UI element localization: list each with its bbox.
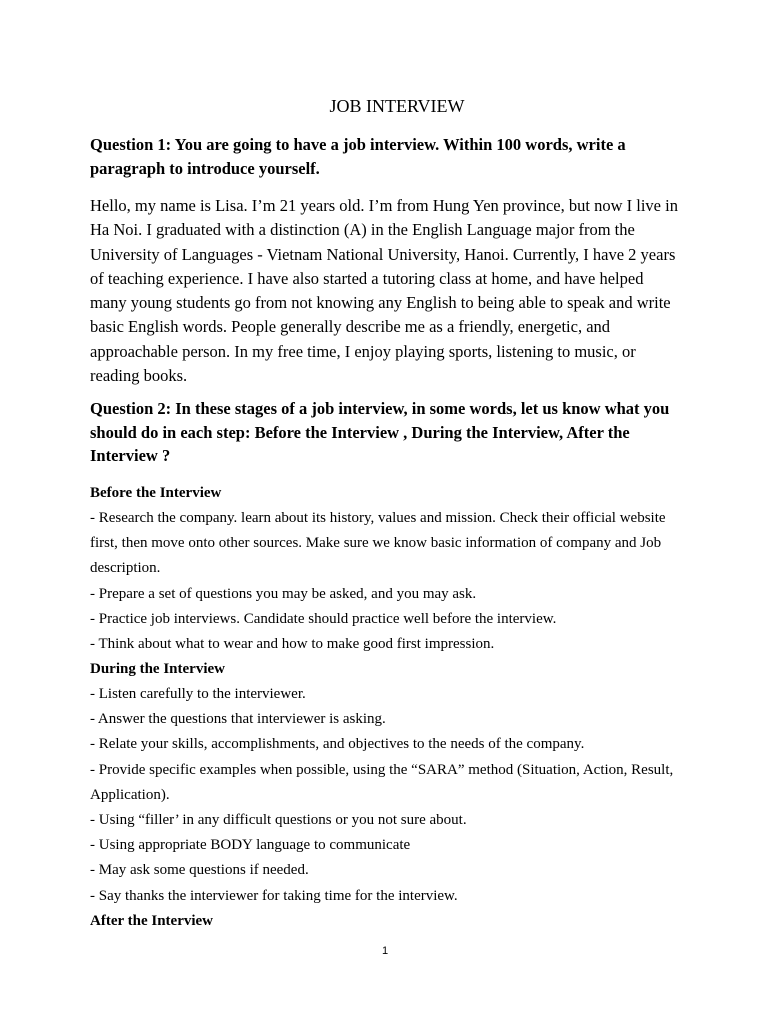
list-item: - Prepare a set of questions you may be asked, and you may ask. xyxy=(90,585,477,602)
list-item: - Research the company. learn about its history, values and mission. Check their official website first, then move onto other sources. Make sure we know basic information of company and Job description. xyxy=(90,510,666,577)
before-interview-heading: Before the Interview xyxy=(90,485,222,501)
list-item: - Practice job interviews. Candidate should practice well before the interview. xyxy=(90,610,557,627)
during-interview-section xyxy=(90,657,690,909)
question-2-heading: Question 2: In these stages of a job interview, in some words, let us know what you should do in each step: Before the Interview , During the Interview, After the Interview ? xyxy=(90,399,670,465)
list-item: - Think about what to wear and how to make good first impression. xyxy=(90,636,495,653)
list-item: - Say thanks the interviewer for taking time for the interview. xyxy=(90,887,458,904)
page-number: 1 xyxy=(381,945,389,957)
during-interview-heading: During the Interview xyxy=(90,661,225,677)
list-item: - Listen carefully to the interviewer. xyxy=(90,686,306,702)
document-page xyxy=(90,0,682,1024)
document-title: JOB INTERVIEW xyxy=(329,96,465,116)
list-item: - Provide specific examples when possible, using the “SARA” method (Situation, Action, Result, Application). xyxy=(90,761,674,803)
list-item: - Using appropriate BODY language to communicate xyxy=(90,837,411,854)
before-interview-section xyxy=(90,481,690,657)
after-interview-section xyxy=(90,909,690,934)
question-1-heading: Question 1: You are going to have a job interview. Within 100 words, write a paragraph to introduce yourself. xyxy=(90,135,626,178)
list-item: - Relate your skills, accomplishments, and objectives to the needs of the company. xyxy=(90,736,585,753)
list-item: - Using “filler’ in any difficult questions or you not sure about. xyxy=(90,812,467,829)
self-introduction-paragraph: Hello, my name is Lisa. I’m 21 years old. I’m from Hung Yen province, but now I live in Ha Noi. I graduated with a distinction (A) in the English Language major from the University of Languages - Vietnam National University, Hanoi. Currently, I have 2 years of teaching experience. I have also started a tutoring class at home, and have helped many young students go from not knowing any English to being able to speak and write basic English words. People generally describe me as a friendly, energetic, and approachable person. In my free time, I enjoy playing sports, listening to music, or reading books. xyxy=(90,196,678,386)
list-item: - May ask some questions if needed. xyxy=(90,862,309,879)
after-interview-heading: After the Interview xyxy=(90,913,214,929)
list-item: - Answer the questions that interviewer is asking. xyxy=(90,711,386,728)
